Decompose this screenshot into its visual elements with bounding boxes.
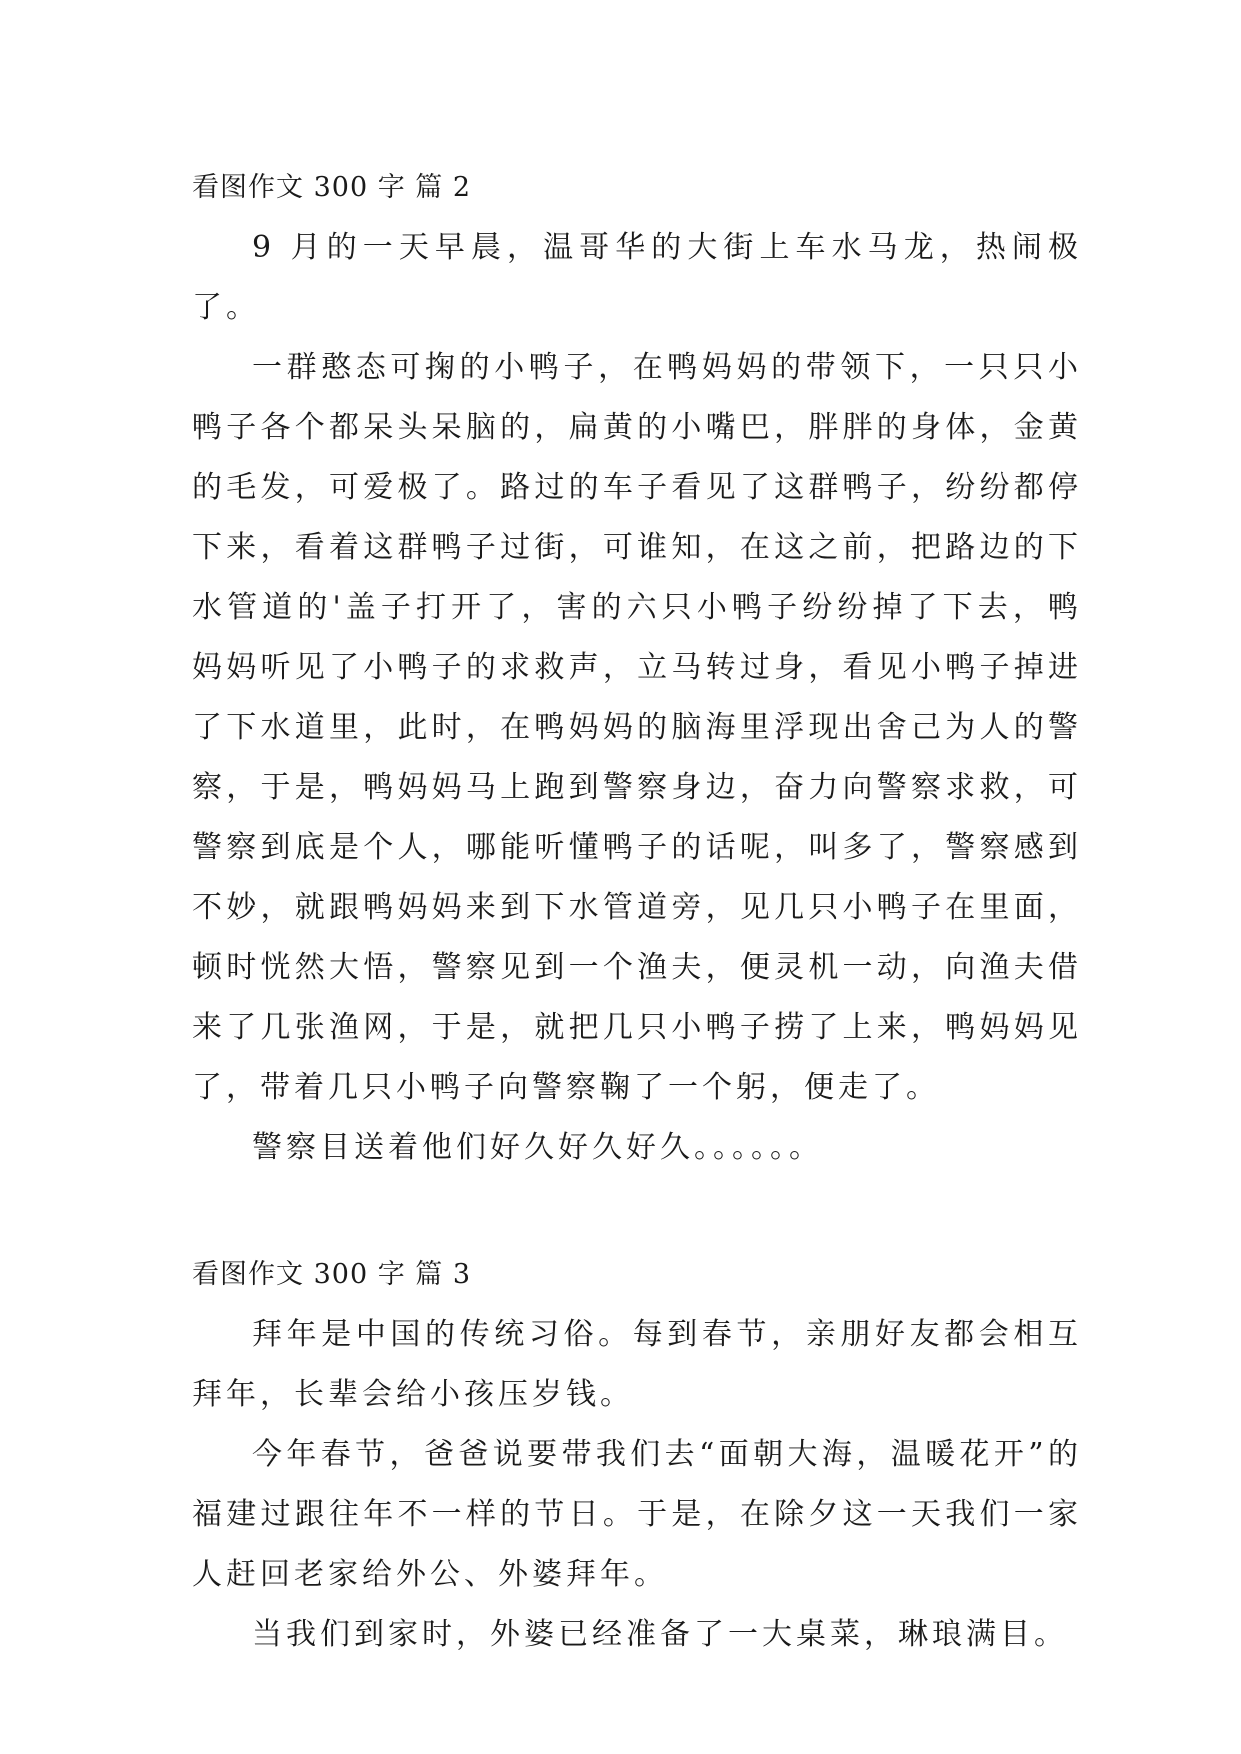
paragraph: 一群憨态可掬的小鸭子，在鸭妈妈的带领下，一只只小鸭子各个都呆头呆脑的，扁黄的小嘴巴，胖胖的身体，金黄的毛发，可爱极了。路过的车子看见了这群鸭子，纷纷都停下来，看着这群鸭子过街，可谁知，在这之前，把路边的下水管道的'盖子打开了，害的六只小鸭子纷纷掉了下去，鸭妈妈听见了小鸭子的求救声，立马转过身，看见小鸭子掉进了下水道里，此时，在鸭妈妈的脑海里浮现出舍己为人的警察，于是，鸭妈妈马上跑到警察身边，奋力向警察求救，可警察到底是个人，哪能听懂鸭子的话呢，叫多了，警察感到不妙，就跟鸭妈妈来到下水管道旁，见几只小鸭子在里面，顿时恍然大悟，警察见到一个渔夫，便灵机一动，向渔夫借来了几张渔网，于是，就把几只小鸭子捞了上来，鸭妈妈见了，带着几只小鸭子向警察鞠了一个躬，便走了。	[192, 350, 1082, 1105]
section-3	[192, 1245, 1082, 1665]
paragraph: 今年春节，爸爸说要带我们去“面朝大海，温暖花开”的福建过跟往年不一样的节日。于是，在除夕这一天我们一家人赶回老家给外公、外婆拜年。	[192, 1437, 1082, 1592]
section-2	[192, 158, 1082, 1178]
section-title: 看图作文 300 字 篇 3	[192, 1259, 472, 1290]
document-content	[192, 158, 1082, 1665]
paragraph: 警察目送着他们好久好久好久。。。。。。	[252, 1130, 823, 1165]
section-spacer	[192, 1178, 1082, 1245]
paragraph: 当我们到家时，外婆已经准备了一大桌菜，琳琅满目。	[252, 1617, 1068, 1652]
section-title: 看图作文 300 字 篇 2	[192, 172, 472, 203]
paragraph: 9 月的一天早晨，温哥华的大街上车水马龙，热闹极了。	[192, 230, 1082, 325]
paragraph: 拜年是中国的传统习俗。每到春节，亲朋好友都会相互拜年，长辈会给小孩压岁钱。	[192, 1317, 1082, 1412]
